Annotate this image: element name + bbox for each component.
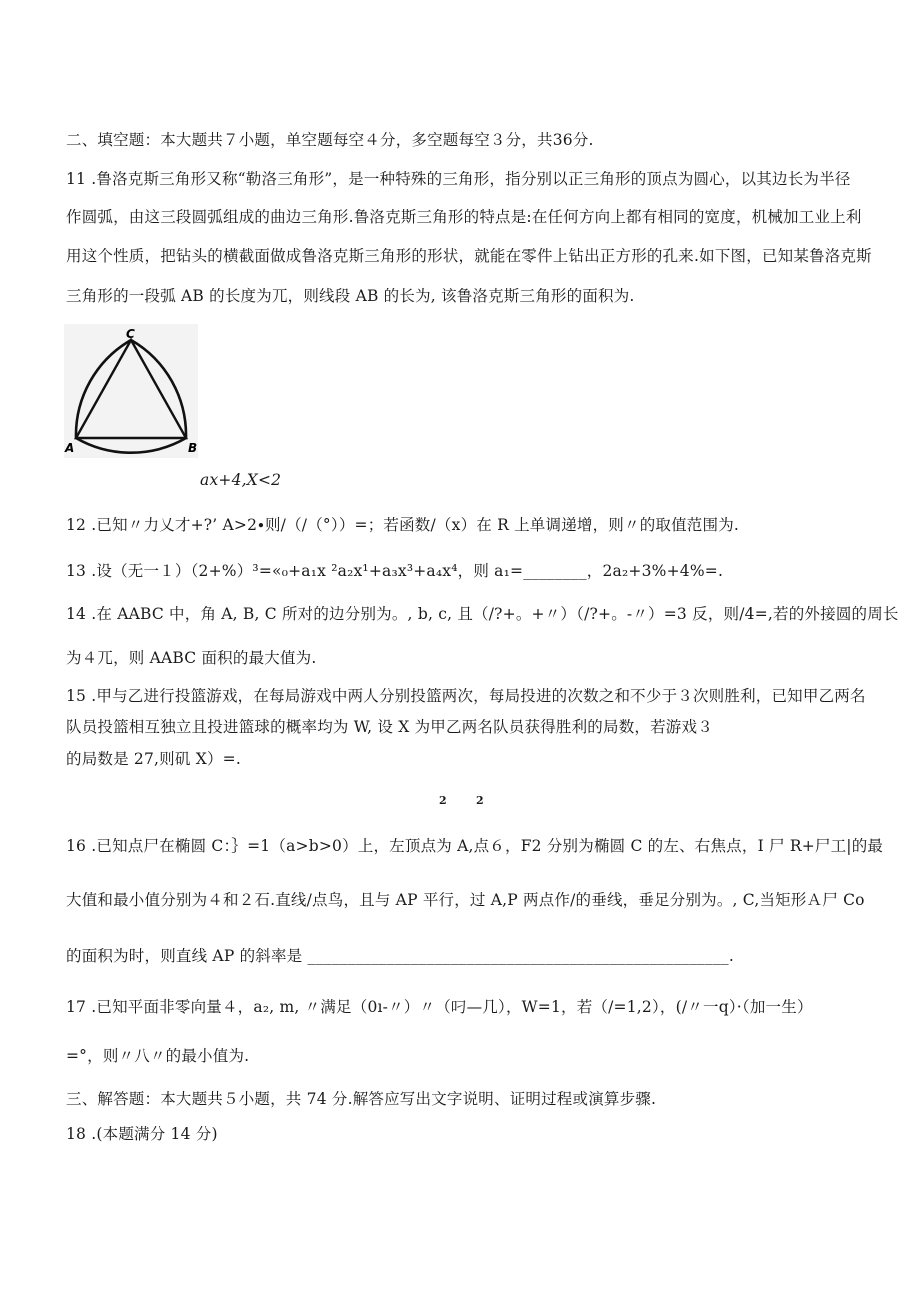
question-15-line-2: 队员投篮相互独立且投进篮球的概率均为 W, 设 X 为甲乙两名队员获得胜利的局数，若游戏３	[66, 718, 713, 736]
section-3-heading: 三、解答题：本大题共５小题，共 74 分.解答应写出文字说明、证明过程或演算步骤.	[66, 1090, 657, 1108]
ellipse-exponent-1: 2	[439, 794, 447, 807]
question-11-line-3: 用这个性质，把钻头的横截面做成鲁洛克斯三角形的形状，就能在零件上钻出正方形的孔来.如下图，已知某鲁洛克斯	[66, 247, 872, 265]
reuleaux-arcs	[76, 340, 186, 453]
inner-triangle	[76, 340, 186, 438]
reuleaux-triangle-drawing	[64, 324, 198, 458]
question-16-line-1: 16 .已知点尸在椭圆 C：｝=1（a>b>0）上，左顶点为 A,点６，F2 分别为椭圆 C 的左、右焦点，I 尸 R+尸工|的最	[66, 837, 884, 855]
ellipse-exponent-2: 2	[476, 794, 484, 807]
vertex-label-c: C	[126, 327, 135, 341]
vertex-label-a: A	[65, 441, 75, 455]
question-12: 12 .已知〃力乂才+?’ A>2∙则/（/（°））=；若函数/（x）在 R 上单调递增，则〃的取值范围为.	[66, 516, 740, 534]
question-11-line-1: 11 .鲁洛克斯三角形又称“勒洛三角形”，是一种特殊的三角形，指分别以正三角形的顶点为圆心，以其边长为半径	[66, 170, 851, 188]
vertex-label-b: B	[188, 441, 198, 455]
question-15-line-3: 的局数是 27,则矶 X）=.	[66, 750, 241, 768]
question-14-line-1: 14 .在 AABC 中，角 A, B, C 所对的边分别为。, b, c, 且（/?+。+〃）（/?+。-〃）=3 反，则/4=,若的外接圆的周长	[66, 605, 899, 623]
question-11-line-4: 三角形的一段弧 AB 的长度为兀，则线段 AB 的长为, 该鲁洛克斯三角形的面积为.	[66, 287, 635, 305]
question-17-line-2: =°，则〃八〃的最小值为.	[66, 1047, 250, 1065]
question-16-line-3: 的面积为时，则直线 AP 的斜率是 _____________________________________________________.	[66, 947, 734, 965]
question-14-line-2: 为４兀，则 AABC 面积的最大值为.	[66, 649, 317, 667]
piecewise-fragment: ax+4,X<2	[200, 471, 282, 489]
question-13: 13 .设（无一１）（2+%）³=«₀+a₁x ²a₂x¹+a₃x³+a₄x⁴，则 a₁=________，2a₂+3%+4%=.	[66, 562, 724, 580]
question-15-line-1: 15 .甲与乙进行投篮游戏，在每局游戏中两人分别投篮两次，每局投进的次数之和不少于３次则胜利，已知甲乙两名	[66, 687, 866, 705]
question-16-line-2: 大值和最小值分别为４和２石.直线/点鸟，且与 AP 平行，过 A,P 两点作/的垂线，垂足分别为。, C,当矩形Ａ尸 Co	[66, 891, 865, 909]
question-11-line-2: 作圆弧，由这三段圆弧组成的曲边三角形.鲁洛克斯三角形的特点是:在任何方向上都有相同的宽度，机械加工业上利	[66, 208, 862, 226]
reuleaux-triangle-figure	[64, 324, 198, 458]
question-18: 18 .(本题满分 14 分)	[66, 1125, 218, 1143]
question-17-line-1: 17 .已知平面非零向量４，a₂, m, 〃满足（0ı-〃）〃（叼—几），W=1，若（/=1,2），(/〃一q）·（加一生）	[66, 998, 813, 1016]
section-2-heading: 二、填空题：本大题共７小题，单空题每空４分，多空题每空３分，共36分.	[66, 131, 594, 149]
